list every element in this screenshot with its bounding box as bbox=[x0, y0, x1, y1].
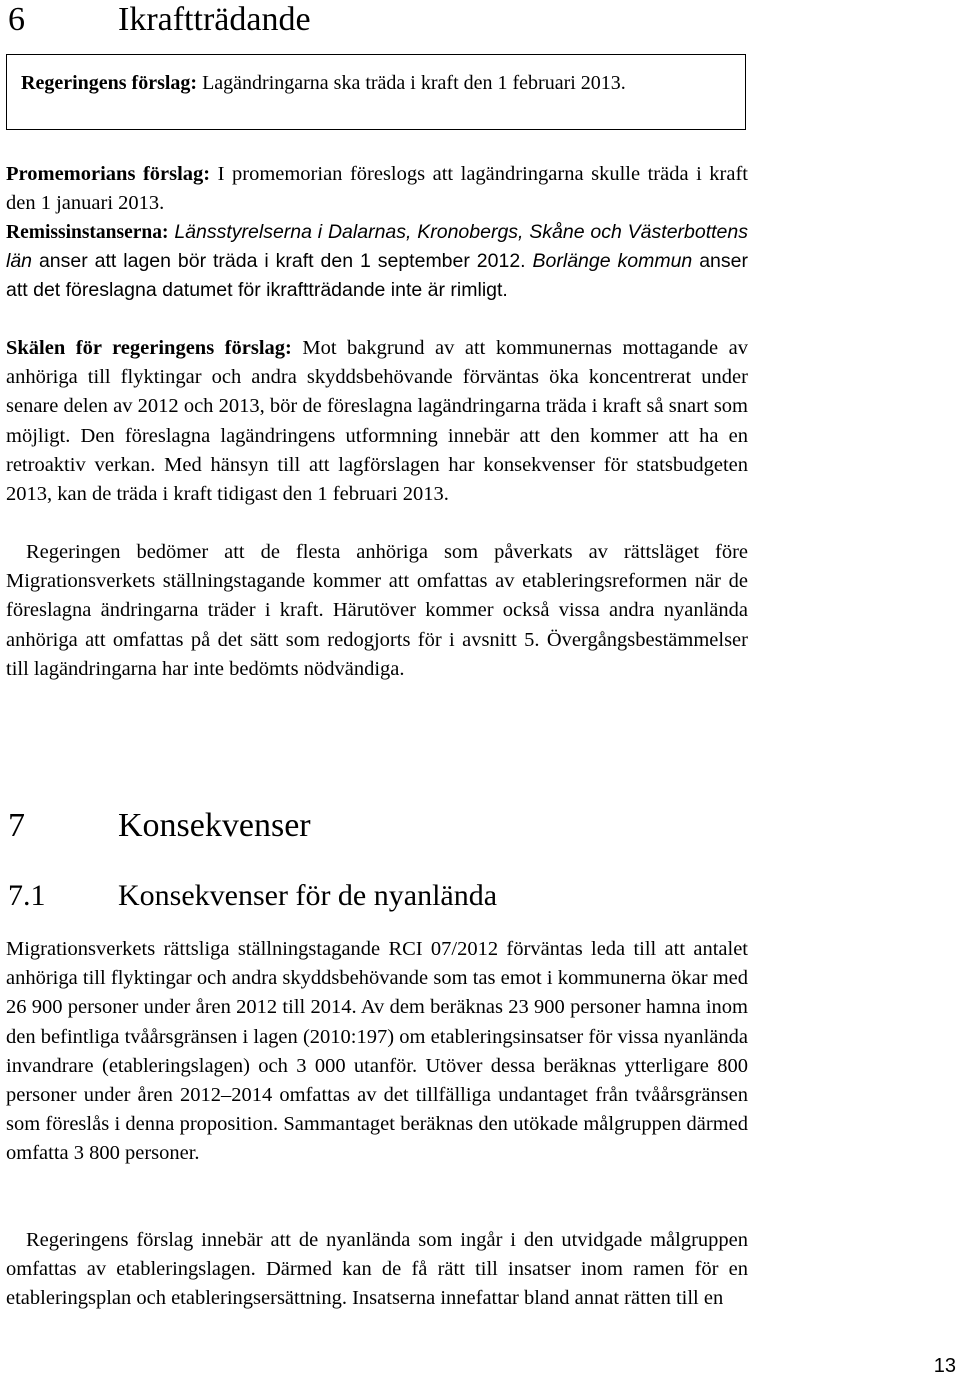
remiss-lead: Remissinstanserna: bbox=[6, 222, 169, 243]
memo-lead: Promemorians förslag: bbox=[6, 163, 211, 185]
page-number: 13 bbox=[933, 1355, 956, 1377]
subsection-number: 7.1 bbox=[8, 879, 46, 912]
remiss-text-2: anser att det föreslagna datumet för ikraftträdande inte är rimligt. bbox=[6, 250, 748, 302]
proposal-lead: Regeringens förslag: bbox=[21, 72, 198, 94]
skalen-text: Mot bakgrund av att kommunernas mottagande av anhöriga till flyktingar och andra skyddsbehövande förväntas öka koncentrerat under senare delen av 2012 och 2013, bör de föreslagna lagändringarna träda i kraft så snart som möjligt. Den föreslagna lagändringens utformning innebär att den kommer att ha en retroaktiv verkan. Med hänsyn till att lagförslagen har konsekvenser för statsbudgeten 2013, kan de träda i kraft tidigast den 1 februari 2013. bbox=[6, 337, 748, 506]
section-7-1-heading bbox=[8, 878, 497, 914]
migrationsverket-paragraph: Migrationsverkets rättsliga ställningstagande RCI 07/2012 förväntas leda till att antalet anhöriga till flyktingar och andra skyddsbehövande som tas emot i kommunerna ökar med 26 900 personer under åren 2012 till 2014. Av dem beräknas 23 900 personer hamna inom den befintliga tvåårsgränsen i lagen (2010:197) om etableringsinsatser för vissa nyanlända invandrare (etableringslagen) och 3 000 utanför. Utöver dessa beräknas ytterligare 800 personer under åren 2012–2014 omfattas av det tillfälliga undantaget från tvåårsgränsen som föreslås i denna proposition. Sammantaget beräknas den utökade målgruppen därmed omfatta 3 800 personer. bbox=[6, 938, 748, 1165]
section-title: Ikraftträdande bbox=[118, 1, 311, 38]
section-6-heading bbox=[8, 0, 311, 40]
memo-paragraph bbox=[6, 160, 748, 218]
section-number: 7 bbox=[8, 807, 25, 844]
remiss-italic-1: Länsstyrelserna i Dalarnas, Kronobergs, Skåne och Västerbottens län bbox=[6, 221, 748, 273]
remiss-italic-2: Borlänge kommun bbox=[525, 250, 693, 273]
proposal-box bbox=[6, 54, 746, 130]
forslag-paragraph: Regeringens förslag innebär att de nyanlända som ingår i den utvidgade målgruppen omfattas av etableringslagen. Därmed kan de få rätt till insatser inom ramen för en etableringsplan och etableringsersättning. Insatserna innefattar bland annat rätten till en bbox=[6, 1229, 748, 1310]
subsection-title: Konsekvenser för de nyanlända bbox=[118, 879, 498, 912]
proposal-text: Lagändringarna ska träda i kraft den 1 februari 2013. bbox=[197, 72, 626, 94]
memo-text: I promemorian föreslogs att lagändringarna skulle träda i kraft den 1 januari 2013. bbox=[6, 163, 748, 215]
skalen-lead: Skälen för regeringens förslag: bbox=[6, 337, 292, 359]
section-number: 6 bbox=[8, 1, 25, 38]
section-title: Konsekvenser bbox=[118, 807, 311, 844]
remiss-text-1: anser att lagen bör träda i kraft den 1 september 2012. bbox=[32, 250, 526, 273]
remiss-paragraph bbox=[6, 218, 748, 306]
skalen-paragraph bbox=[6, 334, 748, 509]
section-7-heading bbox=[8, 806, 311, 846]
regeringen-paragraph: Regeringen bedömer att de flesta anhöriga som påverkats av rättsläget före Migrationsverkets ställningstagande kommer att omfattas av etableringsreformen när de föreslagna ändringarna träder i kraft. Härutöver kommer också vissa andra nyanlända anhöriga att omfattas på det sätt som redogjorts för i avsnitt 5. Övergångsbestämmelser till lagändringarna har inte bedömts nödvändiga. bbox=[6, 541, 748, 680]
